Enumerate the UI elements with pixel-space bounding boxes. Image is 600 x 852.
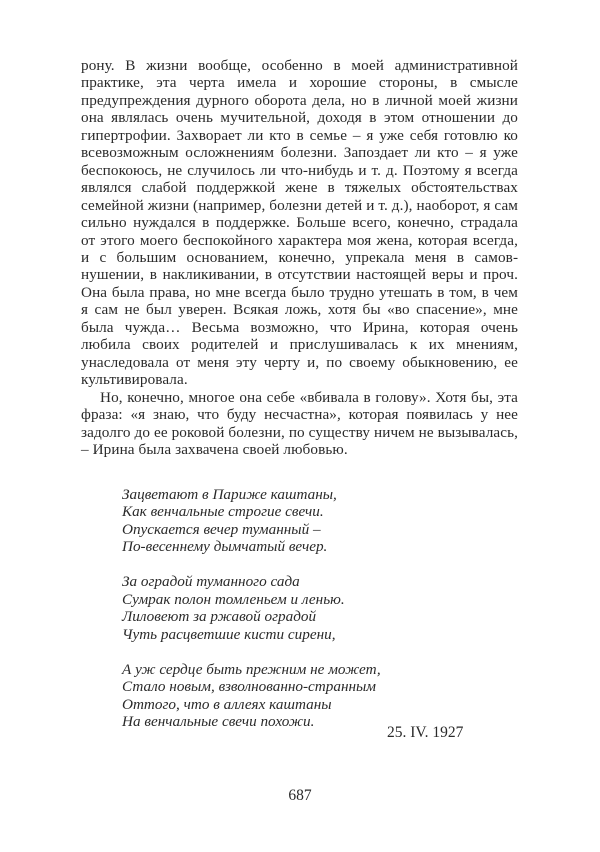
poem-line: По-весеннему дымчатый вечер. (122, 538, 328, 556)
prose-block (81, 57, 518, 458)
poem-line: Опускается вечер туманный – (122, 520, 321, 538)
poem-line: Лиловеют за ржавой оградой (122, 608, 317, 626)
poem-stanza (122, 661, 482, 731)
paragraph: Но, конечно, многое она себе «вбивала в голову». Хотя бы, эта фраза: «я знаю, что буду несчастна», которая появилась у нее задолго до ее роковой болезни, по существу ничем не вызывалась, – Ирина была захвачена своей любовью. (81, 388, 518, 458)
paragraph: рону. В жизни вообще, особенно в моей административной практике, эта черта имела и хорошие стороны, в смысле предупреждения дурного оборота дела, но в личной моей жизни она являлась очень мучительной, доходя в этом отношении до гипертрофии. Захворает ли кто в семье – я уже себя готовлю ко всевозможным осложнениям болезни. Запоздает ли кто – я уже беспокоюсь, не случилось ли что-нибудь и т. д. Поэтому я всегда являлся слабой поддержкой жене в тяжелых обстоятельствах семейной жизни (например, болезни детей и т. д.), наоборот, я сам сильно нуждался в поддержке. Больше всего, конечно, страдала от этого моего беспокойного характера моя жена, которая всегда, и с большим основанием, конечно, упрекала меня в самовнушении, в накликивании, в отсутствии настоящей веры и проч. Она была права, но мне всегда было трудно утешать в том, в чем я сам не был уверен. Всякая ложь, хотя бы «во спасение», мне была чужда… Весьма возможно, что Ирина, которая очень любила своих родителей и прислушивалась к их мнениям, унаследовала от меня эту черту и, по своему обыкновению, ее культивировала. (81, 57, 518, 389)
poem-line: Стало новым, взволнованно-странным (122, 678, 377, 696)
page-number: 687 (288, 787, 312, 804)
poem-stanza (122, 486, 482, 556)
poem-line: Зацветают в Париже каштаны, (122, 486, 337, 503)
poem-line: На венчальные свечи похожи. (122, 712, 315, 730)
poem-line: Сумрак полон томленьем и ленью. (122, 590, 345, 608)
poem-line: Как венчальные строгие свечи. (122, 503, 324, 521)
poem-date: 25. IV. 1927 (387, 724, 464, 741)
poem-stanza (122, 573, 482, 643)
poem-line: За оградой туманного сада (122, 573, 300, 591)
poem-line: Оттого, что в аллеях каштаны (122, 695, 332, 713)
poem (122, 486, 482, 748)
poem-line: А уж сердце быть прежним не может, (122, 660, 381, 678)
poem-line: Чуть расцветшие кисти сирени, (122, 625, 336, 643)
